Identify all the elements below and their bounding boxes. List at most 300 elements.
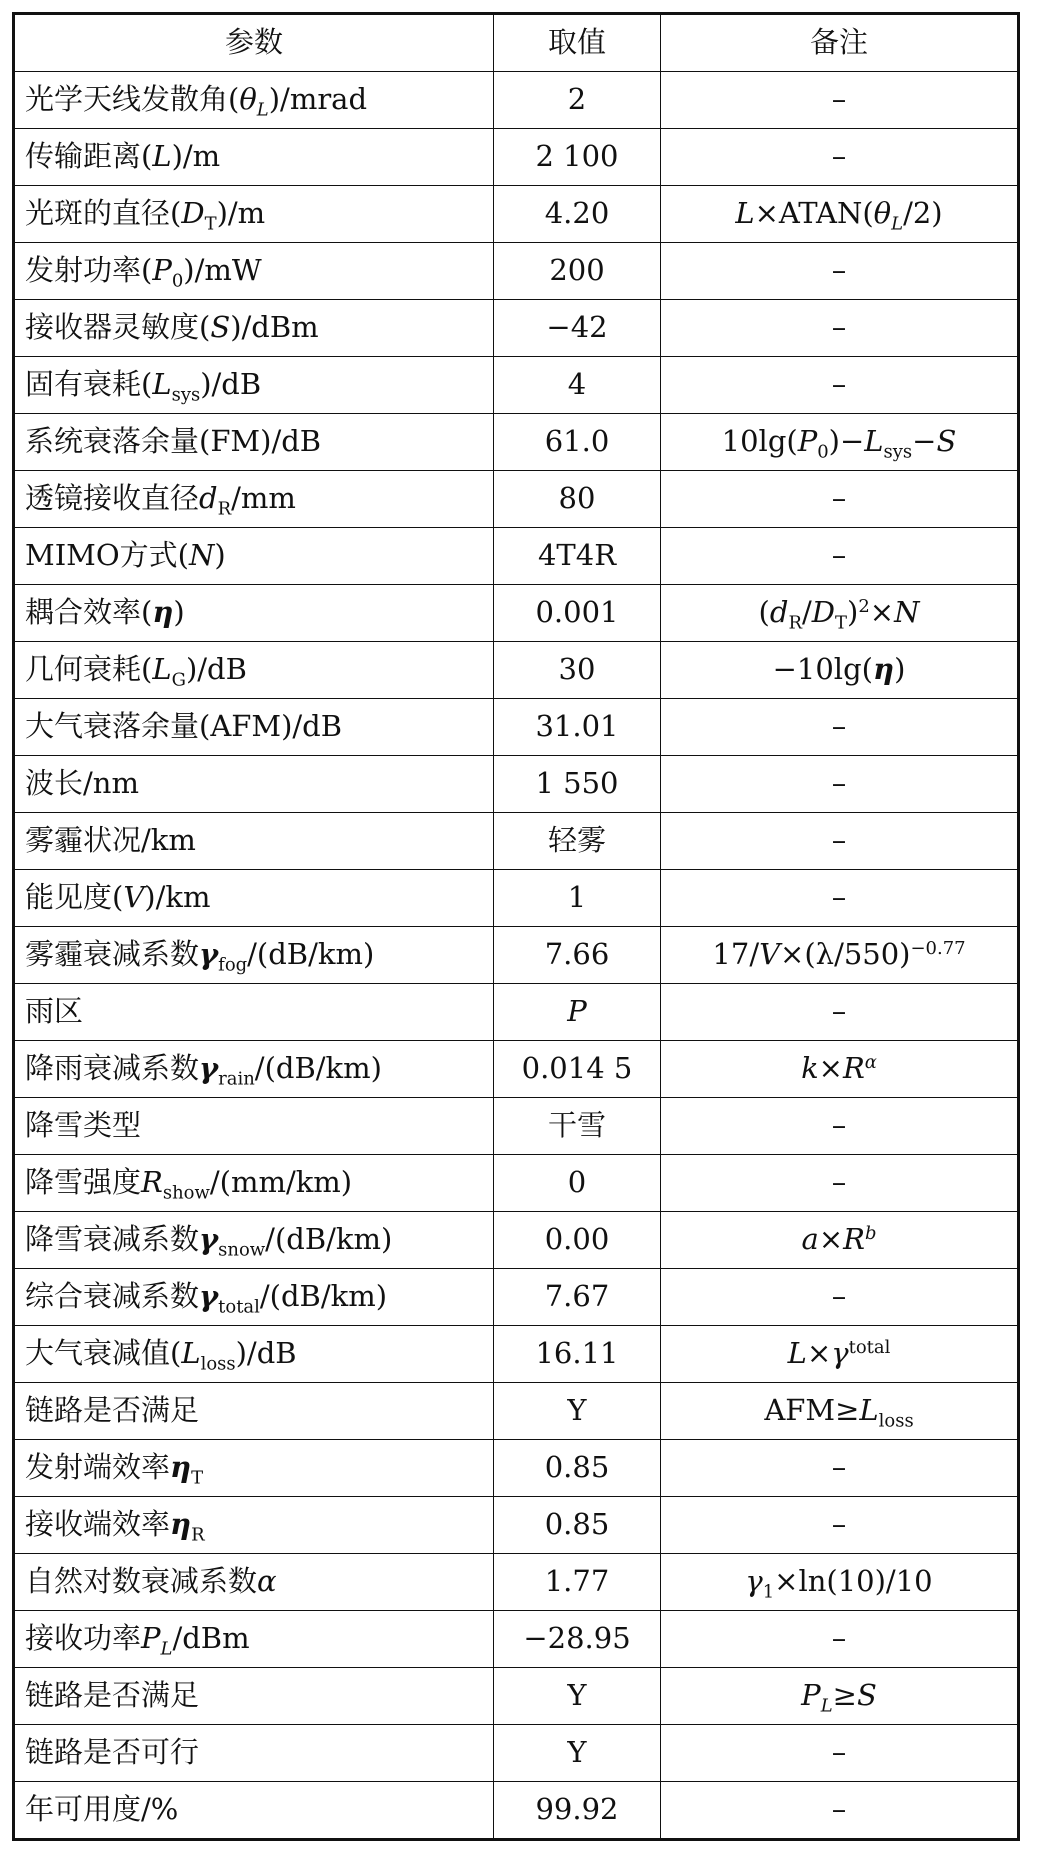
table-row (14, 813, 1019, 870)
value-cell (494, 1497, 661, 1554)
text-segment: ×ln(10)/10 (774, 1564, 933, 1599)
text-segment: L (152, 139, 172, 174)
text-segment: γ (199, 937, 219, 972)
note-cell (661, 984, 1019, 1041)
text-segment: η (170, 1450, 192, 1485)
text-segment: γ (199, 1279, 219, 1314)
text-segment: 1.77 (544, 1564, 610, 1599)
table-row (14, 927, 1019, 984)
text-segment: 能见度( (25, 880, 124, 915)
table-row (14, 1611, 1019, 1668)
text-segment: b (864, 1223, 877, 1245)
text-segment: – (831, 766, 847, 801)
table-row (14, 1155, 1019, 1212)
text-segment: – (831, 994, 847, 1029)
value-cell (494, 243, 661, 300)
note-cell (661, 1611, 1019, 1668)
param-cell (14, 870, 494, 927)
param-cell (14, 186, 494, 243)
table-row (14, 642, 1019, 699)
text-segment: 2 (858, 596, 870, 618)
value-cell (494, 471, 661, 528)
text-segment: × (818, 1051, 843, 1086)
text-segment: θ (873, 196, 892, 231)
note-cell (661, 1668, 1019, 1725)
note-cell (661, 300, 1019, 357)
text-segment: 4T4R (537, 538, 617, 573)
text-segment: L (152, 652, 172, 687)
text-segment: P (141, 1621, 161, 1656)
text-segment: P (567, 994, 587, 1029)
text-segment: λ (815, 937, 835, 972)
text-segment: 接收功率 (25, 1621, 142, 1656)
text-segment: /dBm (172, 1621, 250, 1656)
text-segment: – (831, 1792, 847, 1827)
text-segment: loss (200, 1353, 236, 1375)
text-segment: D (181, 196, 205, 231)
text-segment: sys (883, 441, 913, 463)
text-segment: α (864, 1052, 877, 1074)
text-segment: 1 (567, 880, 587, 915)
text-segment: N (188, 538, 215, 573)
text-segment: 7.66 (544, 937, 610, 972)
text-segment: L (859, 1393, 879, 1428)
table-row (14, 1782, 1019, 1840)
text-segment: 发射端效率 (25, 1450, 171, 1485)
param-cell (14, 585, 494, 642)
parameter-table-container (12, 12, 1017, 1841)
text-segment: 降雪强度 (25, 1165, 142, 1200)
note-cell (661, 1212, 1019, 1269)
param-cell (14, 1554, 494, 1611)
text-segment: R (843, 1222, 865, 1257)
text-segment: 接收器灵敏度( (25, 310, 211, 345)
text-segment: L (152, 367, 172, 402)
param-cell (14, 756, 494, 813)
param-cell (14, 1611, 494, 1668)
text-segment: 4.20 (544, 196, 610, 231)
param-cell (14, 1725, 494, 1782)
text-segment: × (818, 1222, 844, 1257)
note-cell (661, 72, 1019, 129)
value-cell (494, 1782, 661, 1840)
text-segment: – (831, 139, 847, 174)
note-cell (661, 186, 1019, 243)
value-cell (494, 813, 661, 870)
text-segment: /(mm/km) (209, 1165, 353, 1200)
text-segment: – (831, 1165, 847, 1200)
text-segment: 0.00 (544, 1222, 610, 1257)
text-segment: L (181, 1336, 201, 1371)
text-segment: ( (758, 595, 770, 630)
note-cell (661, 813, 1019, 870)
param-cell (14, 984, 494, 1041)
text-segment: × (869, 595, 895, 630)
param-cell (14, 1782, 494, 1840)
text-segment: P (797, 424, 818, 459)
text-segment: 雨区 (25, 994, 84, 1029)
param-cell (14, 1098, 494, 1155)
text-segment: – (831, 1621, 847, 1656)
note-cell (661, 642, 1019, 699)
param-cell (14, 1326, 494, 1383)
table-row (14, 72, 1019, 129)
note-cell (661, 1497, 1019, 1554)
text-segment: 降雪衰减系数 (25, 1222, 200, 1257)
text-segment: 系统衰落余量(FM)/dB (25, 424, 322, 459)
text-segment: 耦合效率( (25, 595, 153, 630)
note-cell (661, 699, 1019, 756)
text-segment: 0 (567, 1165, 587, 1200)
text-segment: /mm (231, 481, 296, 516)
column-header-value: 取值 (494, 14, 661, 72)
table-row (14, 756, 1019, 813)
text-segment: loss (878, 1410, 914, 1432)
table-row (14, 1725, 1019, 1782)
value-cell (494, 1041, 661, 1098)
text-segment: 61.0 (544, 424, 610, 459)
text-segment: 发射功率( (25, 253, 153, 288)
text-segment: – (831, 367, 847, 402)
text-segment: 80 (558, 481, 596, 516)
param-cell (14, 927, 494, 984)
text-segment: )/km (144, 880, 211, 915)
note-cell (661, 1041, 1019, 1098)
text-segment: – (831, 310, 847, 345)
text-segment: T (204, 213, 217, 235)
param-cell (14, 471, 494, 528)
table-row (14, 414, 1019, 471)
text-segment: total (218, 1296, 260, 1318)
text-segment: 1 550 (535, 766, 619, 801)
text-segment: η (152, 595, 174, 630)
table-row (14, 1326, 1019, 1383)
note-cell (661, 1155, 1019, 1212)
table-row (14, 1269, 1019, 1326)
text-segment: )/mW (183, 253, 262, 288)
text-segment: γ (199, 1222, 219, 1257)
text-segment: 0.014 5 (521, 1051, 633, 1086)
value-cell (494, 1725, 661, 1782)
text-segment: T (835, 612, 848, 634)
text-segment: γ (745, 1564, 763, 1599)
param-cell (14, 699, 494, 756)
text-segment: – (831, 82, 847, 117)
text-segment: k (801, 1051, 819, 1086)
text-segment: show (162, 1182, 210, 1204)
text-segment: )/m (171, 139, 221, 174)
text-segment: η (170, 1507, 192, 1542)
table-body (14, 72, 1019, 1840)
table-row (14, 585, 1019, 642)
text-segment: 雾霾衰减系数 (25, 937, 200, 972)
param-cell (14, 1668, 494, 1725)
param-cell (14, 414, 494, 471)
text-segment: 降雪类型 (25, 1108, 142, 1143)
text-segment: −28.95 (523, 1621, 631, 1656)
text-segment: – (831, 1108, 847, 1143)
text-segment: 0.85 (544, 1507, 610, 1542)
text-segment: a (801, 1222, 819, 1257)
text-segment: P (152, 253, 172, 288)
table-row (14, 186, 1019, 243)
value-cell (494, 1098, 661, 1155)
param-cell (14, 1497, 494, 1554)
value-cell (494, 1212, 661, 1269)
table-row (14, 243, 1019, 300)
value-cell (494, 1383, 661, 1440)
table-row (14, 129, 1019, 186)
text-segment: /(dB/km) (259, 1279, 388, 1314)
text-segment: Y (567, 1678, 587, 1713)
table-header-row (14, 14, 1019, 72)
text-segment: ≥ (832, 1678, 857, 1713)
text-segment: R (788, 612, 802, 634)
param-cell (14, 1041, 494, 1098)
text-segment: )/m (216, 196, 266, 231)
table-row (14, 1668, 1019, 1725)
text-segment: – (831, 1507, 847, 1542)
value-cell (494, 1440, 661, 1497)
text-segment: – (831, 880, 847, 915)
text-segment: − (912, 424, 937, 459)
text-segment: – (831, 1450, 847, 1485)
note-cell (661, 1326, 1019, 1383)
value-cell (494, 585, 661, 642)
text-segment: 链路是否满足 (25, 1678, 200, 1713)
param-cell (14, 357, 494, 414)
note-cell (661, 1383, 1019, 1440)
param-cell (14, 243, 494, 300)
param-cell (14, 1155, 494, 1212)
text-segment: 年可用度/% (25, 1792, 179, 1827)
note-cell (661, 1098, 1019, 1155)
text-segment: 链路是否可行 (25, 1735, 200, 1770)
text-segment: 雾霾状况/km (25, 823, 196, 858)
text-segment: 0 (171, 270, 184, 292)
text-segment: 大气衰减值( (25, 1336, 182, 1371)
text-segment: ) (847, 595, 859, 630)
value-cell (494, 642, 661, 699)
text-segment: L (256, 99, 269, 121)
table-row (14, 1212, 1019, 1269)
value-cell (494, 1326, 661, 1383)
text-segment: S (210, 310, 231, 345)
table-row (14, 1497, 1019, 1554)
note-cell (661, 1725, 1019, 1782)
text-segment: R (217, 498, 232, 520)
text-segment: 30 (558, 652, 596, 687)
value-cell (494, 756, 661, 813)
param-cell (14, 528, 494, 585)
text-segment: /(dB/km) (247, 937, 375, 972)
text-segment: /2) (903, 196, 943, 231)
text-segment: fog (218, 954, 248, 976)
text-segment: 链路是否满足 (25, 1393, 200, 1428)
text-segment: 接收端效率 (25, 1507, 171, 1542)
text-segment: AFM≥ (764, 1393, 860, 1428)
text-segment: MIMO方式( (25, 538, 189, 573)
param-cell (14, 642, 494, 699)
text-segment: – (831, 709, 847, 744)
text-segment: – (831, 538, 847, 573)
note-cell (661, 243, 1019, 300)
text-segment: )/dBm (230, 310, 319, 345)
text-segment: T (191, 1467, 204, 1489)
value-cell (494, 186, 661, 243)
text-segment: L (160, 1638, 173, 1660)
text-segment: 轻雾 (547, 823, 606, 858)
text-segment: R (141, 1165, 163, 1200)
note-cell (661, 1782, 1019, 1840)
text-segment: ×ATAN( (754, 196, 874, 231)
text-segment: 4 (567, 367, 587, 402)
value-cell (494, 528, 661, 585)
text-segment: 光斑的直径( (25, 196, 182, 231)
param-cell (14, 1440, 494, 1497)
value-cell (494, 1269, 661, 1326)
text-segment: 固有衰耗( (25, 367, 153, 402)
text-segment: θ (239, 82, 257, 117)
text-segment: L (820, 1695, 833, 1717)
text-segment: R (842, 1051, 865, 1086)
text-segment: L (891, 213, 904, 235)
text-segment: −42 (546, 310, 608, 345)
text-segment: 7.67 (544, 1279, 610, 1314)
text-segment: /550) (834, 937, 911, 972)
text-segment: V (759, 937, 781, 972)
table-row (14, 1440, 1019, 1497)
note-cell (661, 357, 1019, 414)
text-segment: 自然对数衰减系数 (25, 1564, 258, 1599)
text-segment: /(dB/km) (254, 1051, 382, 1086)
text-segment: V (123, 880, 145, 915)
column-header-note: 备注 (661, 14, 1019, 72)
value-cell (494, 72, 661, 129)
param-cell (14, 72, 494, 129)
value-cell (494, 699, 661, 756)
value-cell (494, 984, 661, 1041)
text-segment: / (801, 595, 812, 630)
text-segment: total (848, 1337, 891, 1359)
text-segment: 17/ (712, 937, 760, 972)
text-segment: −0.77 (910, 938, 966, 960)
text-segment: S (936, 424, 957, 459)
text-segment: – (831, 253, 847, 288)
text-segment: Y (567, 1393, 587, 1428)
text-segment: 10lg( (721, 424, 798, 459)
param-cell (14, 813, 494, 870)
note-cell (661, 1554, 1019, 1611)
text-segment: 31.01 (535, 709, 619, 744)
text-segment: Y (567, 1735, 587, 1770)
text-segment: – (831, 823, 847, 858)
text-segment: 2 100 (535, 139, 619, 174)
text-segment: 0.001 (535, 595, 619, 630)
note-cell (661, 129, 1019, 186)
value-cell (494, 1155, 661, 1212)
value-cell (494, 870, 661, 927)
value-cell (494, 927, 661, 984)
value-cell (494, 1668, 661, 1725)
text-segment: L (735, 196, 755, 231)
text-segment: – (831, 481, 847, 516)
note-cell (661, 756, 1019, 813)
text-segment: γ (199, 1051, 219, 1086)
text-segment: D (811, 595, 836, 630)
note-cell (661, 414, 1019, 471)
table-row (14, 471, 1019, 528)
note-cell (661, 1269, 1019, 1326)
note-cell (661, 1440, 1019, 1497)
column-header-param: 参数 (14, 14, 494, 72)
text-segment: L (787, 1336, 807, 1371)
note-cell (661, 528, 1019, 585)
text-segment: 大气衰落余量(AFM)/dB (25, 709, 343, 744)
text-segment: γ (831, 1336, 849, 1371)
text-segment: )/dB (185, 652, 247, 687)
text-segment: )/dB (235, 1336, 297, 1371)
text-segment: P (801, 1678, 821, 1713)
text-segment: G (171, 669, 186, 691)
text-segment: d (769, 595, 789, 630)
text-segment: – (831, 1735, 847, 1770)
text-segment: 1 (762, 1581, 775, 1603)
text-segment: ) (173, 595, 185, 630)
note-cell (661, 870, 1019, 927)
param-cell (14, 300, 494, 357)
text-segment: rain (218, 1068, 255, 1090)
value-cell (494, 414, 661, 471)
text-segment: 16.11 (535, 1336, 619, 1371)
text-segment: 2 (567, 82, 587, 117)
text-segment: snow (218, 1239, 266, 1261)
text-segment: /(dB/km) (265, 1222, 393, 1257)
table-row (14, 357, 1019, 414)
text-segment: η (872, 652, 895, 687)
text-segment: 几何衰耗( (25, 652, 153, 687)
text-segment: S (856, 1678, 877, 1713)
text-segment: sys (171, 384, 201, 406)
text-segment: d (199, 481, 218, 516)
text-segment: 降雨衰减系数 (25, 1051, 200, 1086)
text-segment: L (864, 424, 884, 459)
param-cell (14, 1269, 494, 1326)
text-segment: × (806, 1336, 832, 1371)
value-cell (494, 1554, 661, 1611)
table-row (14, 870, 1019, 927)
table-row (14, 1383, 1019, 1440)
text-segment: 传输距离( (25, 139, 153, 174)
text-segment: α (257, 1564, 277, 1599)
text-segment: N (894, 595, 920, 630)
table-row (14, 1041, 1019, 1098)
text-segment: 波长/nm (25, 766, 139, 801)
text-segment: 干雪 (547, 1108, 606, 1143)
note-cell (661, 927, 1019, 984)
param-cell (14, 1212, 494, 1269)
table-row (14, 1554, 1019, 1611)
text-segment: 200 (549, 253, 605, 288)
text-segment: )/mrad (268, 82, 368, 117)
value-cell (494, 129, 661, 186)
table-row (14, 300, 1019, 357)
table-row (14, 1098, 1019, 1155)
text-segment: – (831, 1279, 847, 1314)
text-segment: 综合衰减系数 (25, 1279, 200, 1314)
text-segment: 透镜接收直径 (25, 481, 200, 516)
text-segment: 0.85 (544, 1450, 610, 1485)
